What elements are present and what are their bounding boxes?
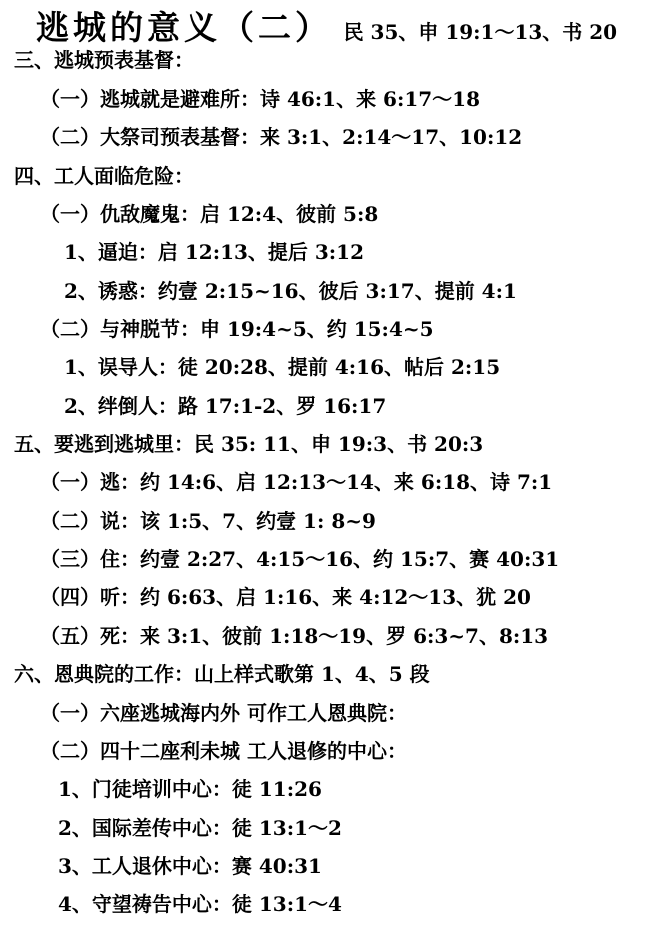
subsection-6-2: （二）四十二座利未城 工人退修的中心： [40, 739, 407, 763]
section-heading-4: 四、工人面临危险： [14, 164, 194, 188]
subsection-5-4: （四）听：约 6:63、启 1:16、来 4:12～13、犹 20 [40, 585, 531, 609]
item-6-2-3: 3、工人退休中心：赛 40:31 [58, 854, 322, 878]
item-6-2-4: 4、守望祷告中心：徒 13:1～4 [58, 892, 342, 916]
item-4-2-2: 2、绊倒人：路 17:1-2、罗 16:17 [64, 394, 387, 418]
section-heading-6: 六、恩典院的工作：山上样式歌第 1、4、5 段 [14, 662, 430, 686]
item-6-2-1: 1、门徒培训中心：徒 11:26 [58, 777, 322, 801]
title-line [36, 2, 617, 49]
subsection-5-2: （二）说：该 1:5、7、约壹 1: 8~9 [40, 509, 376, 533]
subsection-5-5: （五）死：来 3:1、彼前 1:18～19、罗 6:3~7、8:13 [40, 624, 549, 648]
item-4-2-1: 1、误导人：徒 20:28、提前 4:16、帖后 2:15 [64, 355, 501, 379]
subsection-4-1: （一）仇敌魔鬼：启 12:4、彼前 5:8 [40, 202, 379, 226]
section-heading-5: 五、要逃到逃城里：民 35: 11、申 19:3、书 20:3 [14, 432, 484, 456]
subsection-5-1: （一）逃：约 14:6、启 12:13～14、来 6:18、诗 7:1 [40, 470, 553, 494]
item-4-1-2: 2、诱惑：约壹 2:15~16、彼后 3:17、提前 4:1 [64, 279, 517, 303]
subsection-3-2: （二）大祭司预表基督：来 3:1、2:14～17、10:12 [40, 125, 523, 149]
subsection-3-1: （一）逃城就是避难所：诗 46:1、来 6:17～18 [40, 87, 481, 111]
subsection-4-2: （二）与神脱节：申 19:4~5、约 15:4~5 [40, 317, 434, 341]
page-title: 逃城的意义（二） [36, 8, 332, 47]
item-6-2-2: 2、国际差传中心：徒 13:1～2 [58, 816, 342, 840]
subsection-6-1: （一）六座逃城海内外 可作工人恩典院： [40, 701, 407, 725]
subsection-5-3: （三）住：约壹 2:27、4:15～16、约 15:7、赛 40:31 [40, 547, 560, 571]
section-heading-3: 三、逃城预表基督： [14, 48, 194, 72]
item-4-1-1: 1、逼迫：启 12:13、提后 3:12 [64, 240, 365, 264]
title-references: 民 35、申 19:1～13、书 20 [343, 20, 618, 44]
